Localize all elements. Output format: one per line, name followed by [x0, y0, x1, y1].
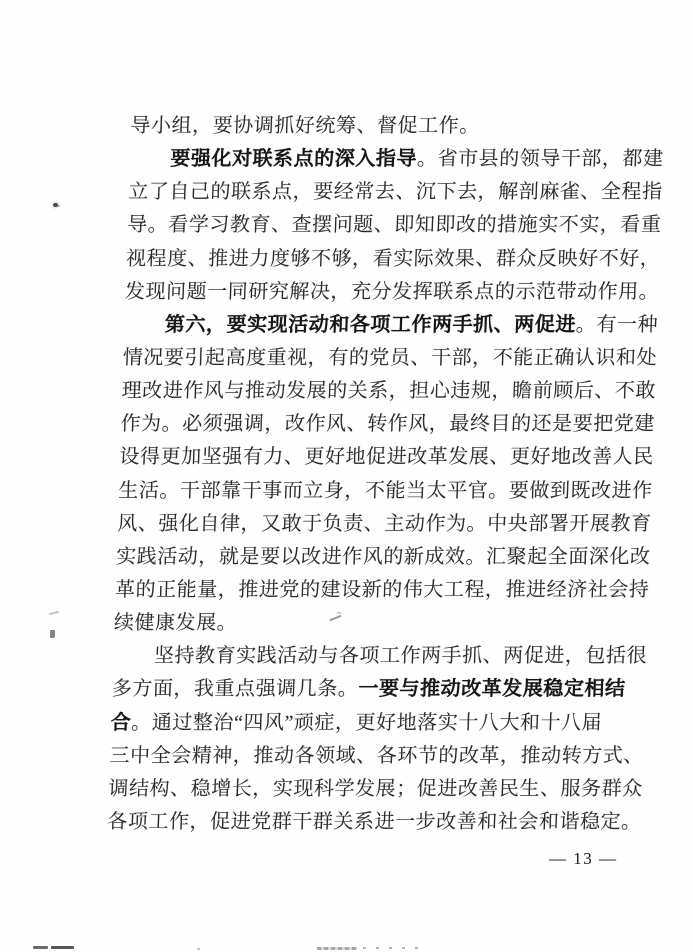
text-run: 风、强化自律，又敢于负责、主动作为。中央部署开展教育	[116, 512, 652, 535]
text-line	[109, 740, 647, 773]
text-run: 生活。干部靠干事而立身，不能当太平官。要做到既改进作	[118, 479, 654, 502]
scan-edge-artifact	[197, 948, 200, 950]
text-line	[120, 408, 658, 441]
text-run: 立了自己的联系点，要经常去、沉下去，解剖麻雀、全程指	[127, 181, 663, 204]
text-line	[124, 276, 662, 309]
text-run: 革的正能量，推进党的建设新的伟大工程，推进经济社会持	[114, 578, 650, 601]
text-line	[115, 574, 653, 607]
bold-text-run: 第六，要实现活动和各项工作两手抓、两促进	[164, 313, 577, 336]
text-run: 坚持教育实践活动与各项工作两手抓、两促进，包括很	[153, 645, 648, 668]
text-run: 情况要引起高度重视，有的党员、干部，不能正确认识和处	[122, 346, 658, 369]
text-run: 设得更加坚强有力、更好地促进改革发展、更好地改善人民	[119, 446, 655, 469]
text-line	[108, 773, 646, 806]
text-run: 各项工作，促进党群干群关系进一步改善和社会和谐稳定。	[107, 810, 643, 833]
text-line	[112, 640, 650, 673]
page-number: — 13 —	[549, 849, 618, 868]
text-line	[110, 707, 648, 740]
text-run: 。有一种	[575, 313, 659, 336]
text-line	[126, 243, 664, 276]
text-line	[111, 673, 649, 706]
text-run: 实践活动，就是要以改进作风的新成效。汇聚起全面深化改	[115, 545, 651, 568]
text-run: 。省市县的领导干部，都建	[416, 148, 664, 171]
scan-edge-artifact	[363, 947, 419, 949]
text-line	[122, 342, 660, 375]
text-line	[113, 607, 651, 640]
scan-edge-artifact	[51, 946, 74, 949]
text-run: 调结构、稳增长，实现科学发展；促进改善民生、服务群众	[108, 777, 644, 800]
text-block	[107, 110, 668, 839]
text-line	[117, 508, 655, 541]
text-run: 导。看学习教育、查摆问题、即知即改的措施实不实，看重	[126, 214, 662, 237]
scan-speck-artifact	[53, 203, 58, 207]
text-run: 发现问题一同研究解决，充分发挥联系点的示范带动作用。	[124, 280, 660, 303]
text-line	[116, 541, 654, 574]
text-run: 导小组，要协调抓好统筹、督促工作。	[130, 115, 481, 137]
text-line	[130, 110, 668, 143]
text-line	[121, 375, 659, 408]
scan-edge-artifact	[317, 947, 357, 950]
scan-edge-artifact	[33, 946, 48, 949]
text-line	[119, 441, 657, 474]
text-run: 视程度、推进力度够不够，看实际效果、群众反映好不好，	[125, 247, 661, 270]
bold-text-run: 合	[110, 711, 132, 734]
text-line	[107, 806, 645, 839]
bold-text-run: 要强化对联系点的深入指导	[170, 148, 418, 171]
text-line	[129, 143, 667, 176]
text-line	[118, 475, 656, 508]
text-line	[128, 176, 666, 209]
text-run: 续健康发展。	[113, 612, 238, 635]
scan-speck-artifact	[49, 611, 59, 615]
bold-text-run: 一要与推动改革发展稳定相结	[358, 678, 626, 701]
text-line	[123, 309, 661, 342]
text-line	[127, 209, 665, 242]
text-run: 三中全会精神，推动各领域、各环节的改革，推动转方式、	[109, 744, 645, 767]
text-run: 多方面，我重点强调几条。	[111, 678, 359, 701]
text-run: 作为。必须强调，改作风、转作风，最终目的还是要把党建	[120, 413, 656, 436]
text-run: 。通过整治“四风”顽症，更好地落实十八大和十八届	[130, 711, 603, 734]
text-run: 理改进作风与推动发展的关系，担心违规，瞻前顾后、不敢	[121, 380, 657, 403]
scan-speck-artifact	[50, 630, 55, 638]
